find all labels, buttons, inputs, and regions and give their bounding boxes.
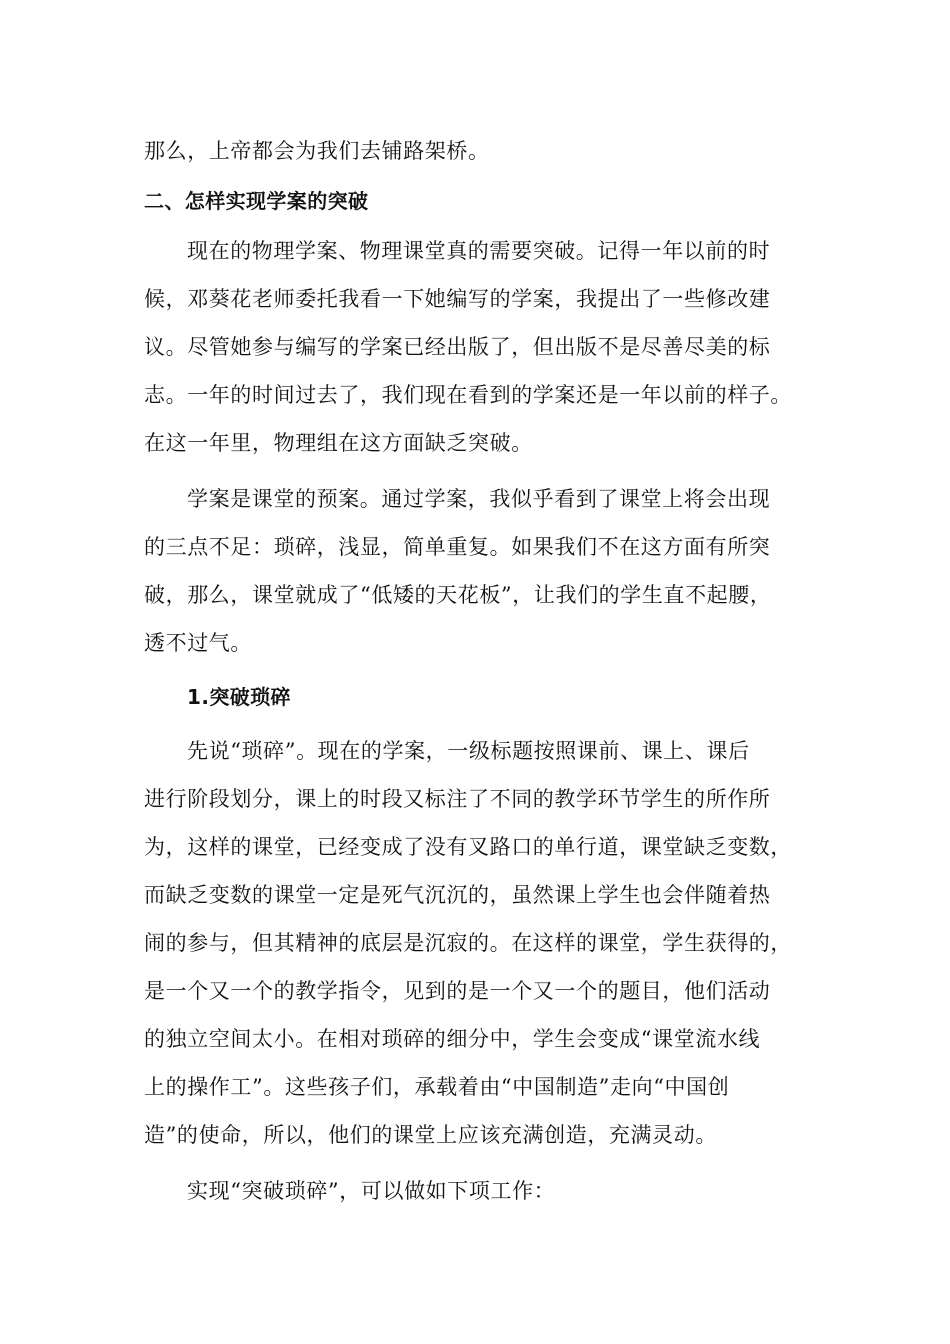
paragraph-line: 学案是课堂的预案。通过学案，我似乎看到了课堂上将会出现	[187, 487, 771, 511]
subsection-heading: 1.突破琐碎	[187, 685, 291, 709]
paragraph-line: 是一个又一个的教学指令，见到的是一个又一个的题目，他们活动	[144, 979, 771, 1003]
paragraph-line: 议。尽管她参与编写的学案已经出版了，但出版不是尽善尽美的标	[144, 335, 771, 359]
paragraph-line: 闹的参与，但其精神的底层是沉寂的。在这样的课堂，学生获得的，	[144, 931, 792, 955]
paragraph-line: 为，这样的课堂，已经变成了没有叉路口的单行道，课堂缺乏变数，	[144, 835, 792, 859]
paragraph-line: 志。一年的时间过去了，我们现在看到的学案还是一年以前的样子。	[144, 383, 792, 407]
paragraph-line: 透不过气。	[144, 631, 252, 655]
paragraph-line: 候，邓葵花老师委托我看一下她编写的学案，我提出了一些修改建	[144, 287, 771, 311]
paragraph-line: 那么，上帝都会为我们去铺路架桥。	[144, 139, 490, 163]
section-heading: 二、怎样实现学案的突破	[144, 189, 369, 213]
paragraph-line: 实现“突破琐碎”，可以做如下项工作：	[187, 1179, 556, 1203]
paragraph-line: 破，那么，课堂就成了“低矮的天花板”，让我们的学生直不起腰，	[144, 583, 772, 607]
paragraph-line: 的三点不足：琐碎，浅显，简单重复。如果我们不在这方面有所突	[144, 535, 771, 559]
paragraph-line: 而缺乏变数的课堂一定是死气沉沉的，虽然课上学生也会伴随着热	[144, 883, 771, 907]
paragraph-line: 在这一年里，物理组在这方面缺乏突破。	[144, 431, 533, 455]
paragraph-line: 现在的物理学案、物理课堂真的需要突破。记得一年以前的时	[187, 239, 771, 263]
paragraph-line: 上的操作工”。这些孩子们，承载着由“中国制造”走向“中国创	[144, 1075, 730, 1099]
paragraph-line: 先说“琐碎”。现在的学案，一级标题按照课前、课上、课后	[187, 739, 750, 763]
paragraph-line: 造”的使命，所以，他们的课堂上应该充满创造，充满灵动。	[144, 1123, 717, 1147]
paragraph-line: 的独立空间太小。在相对琐碎的细分中，学生会变成“课堂流水线	[144, 1027, 761, 1051]
paragraph-line: 进行阶段划分，课上的时段又标注了不同的教学环节学生的所作所	[144, 787, 771, 811]
